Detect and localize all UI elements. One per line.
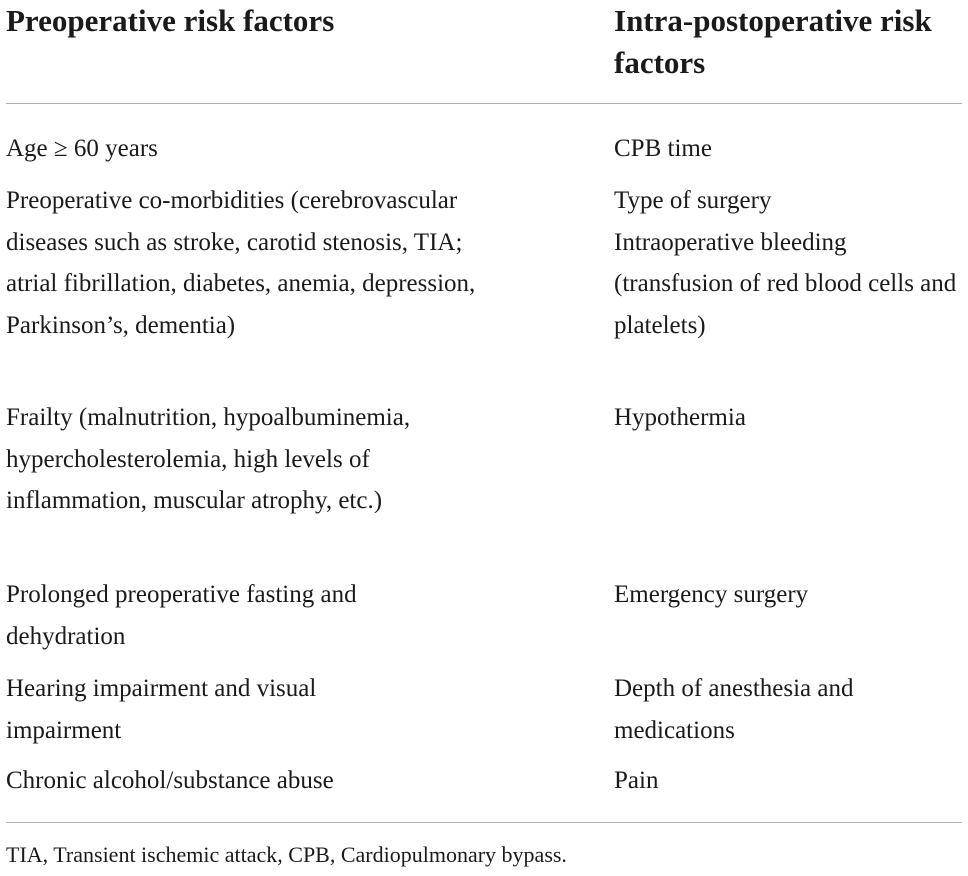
table-cell-preoperative: Preoperative co-morbidities (cerebrovascular diseases such as stroke, carotid stenosis, TIA; atrial fibrillation, diabetes, anemia, depression, Parkinson’s, dementia)	[6, 187, 476, 339]
table-cell-preoperative: Hearing impairment and visual impairment	[6, 675, 317, 744]
table-cell-preoperative: Frailty (malnutrition, hypoalbuminemia, hypercholesterolemia, high levels of inflammation, muscular atrophy, etc.)	[6, 404, 411, 514]
header-divider	[6, 103, 962, 104]
table-bottom-divider	[6, 822, 962, 823]
table-cell-intra-postoperative: Depth of anesthesia and medications	[614, 675, 854, 744]
table-cell-preoperative: Prolonged preoperative fasting and dehydration	[6, 581, 357, 650]
table-cell-intra-postoperative: Emergency surgery	[614, 581, 809, 608]
table-cell-intra-postoperative: Pain	[614, 767, 659, 794]
table-cell-preoperative: Age ≥ 60 years	[6, 135, 158, 162]
table-cell-intra-postoperative: CPB time	[614, 135, 712, 162]
table-cell-intra-postoperative: Type of surgery Intraoperative bleeding (transfusion of red blood cells and platelets)	[614, 187, 957, 339]
table-cell-preoperative: Chronic alcohol/substance abuse	[6, 767, 334, 794]
column-header-preoperative: Preoperative risk factors	[6, 3, 335, 38]
table-cell-intra-postoperative: Hypothermia	[614, 404, 746, 431]
column-header-intra-postoperative: Intra-postoperative risk factors	[614, 3, 932, 80]
table-footnote: TIA, Transient ischemic attack, CPB, Cardiopulmonary bypass.	[6, 842, 567, 867]
